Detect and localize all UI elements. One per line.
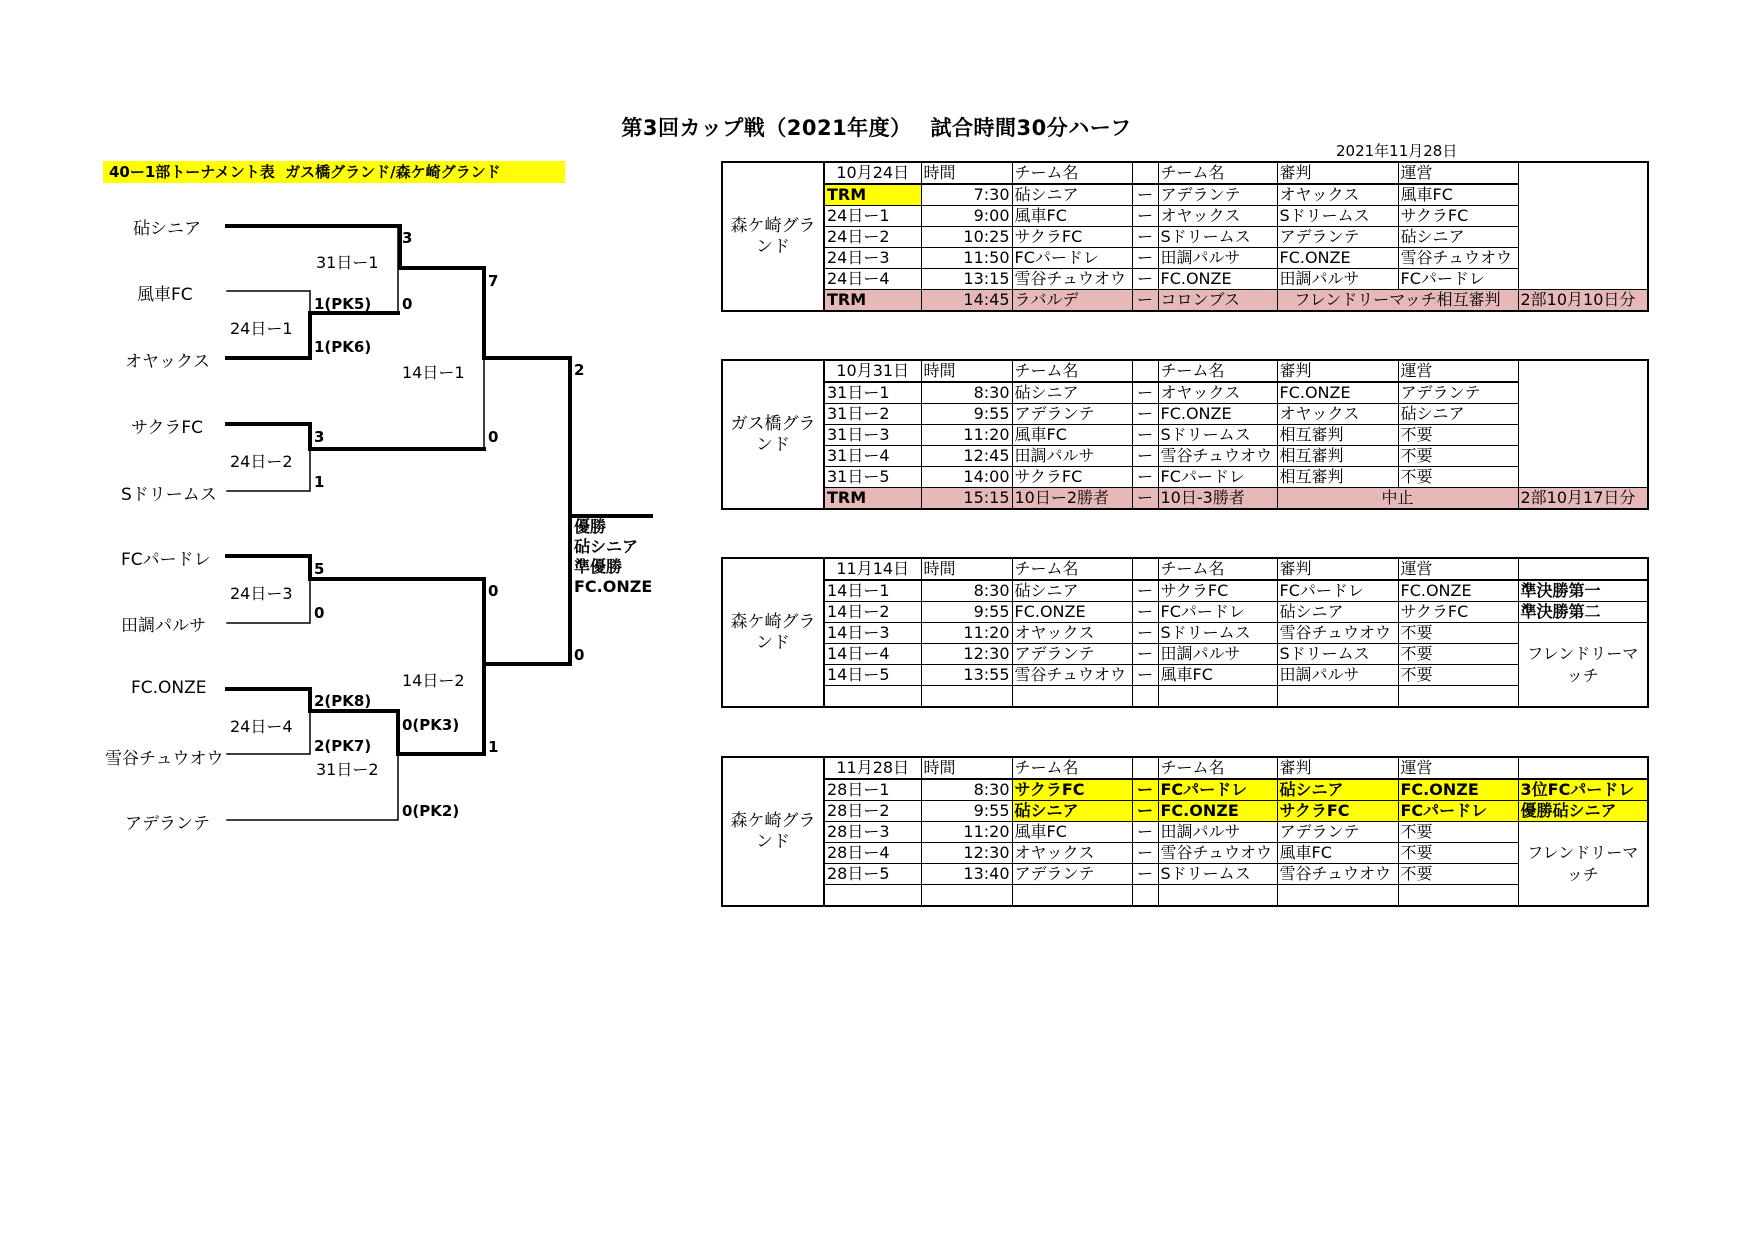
operator-cell: FCパードレ [1398, 269, 1518, 290]
time-cell: 14:45 [921, 290, 1012, 312]
match-id-cell: 14日ー4 [824, 644, 921, 665]
referee-cell: 相互審判 [1277, 446, 1398, 467]
referee-cell: オヤックス [1277, 404, 1398, 425]
team-cell: 風車FC [1012, 425, 1132, 446]
match-id-cell: 24日ー3 [824, 248, 921, 269]
match-label: 24日ー2 [230, 452, 293, 471]
score-label: 0 [488, 582, 499, 600]
score-label: 1(PK5) [314, 295, 372, 313]
match-id-cell: 28日ー3 [824, 822, 921, 843]
operator-cell: 不要 [1398, 644, 1518, 665]
header-cell: 時間 [921, 360, 1012, 382]
match-id-cell: 28日ー1 [824, 779, 921, 801]
header-cell: チーム名 [1012, 360, 1132, 382]
team-cell: オヤックス [1012, 843, 1132, 864]
referee-cell: Sドリームス [1277, 644, 1398, 665]
team-cell: Sドリームス [1158, 864, 1277, 885]
operator-cell: FC.ONZE [1398, 779, 1518, 801]
team-cell: FC.ONZE [1158, 801, 1277, 822]
schedule-table [721, 557, 1649, 708]
team-cell: アデランテ [1012, 404, 1132, 425]
match-id-cell: 28日ー5 [824, 864, 921, 885]
header-cell [1132, 162, 1158, 184]
dash-cell: ー [1132, 227, 1158, 248]
table-row [722, 248, 1648, 269]
time-cell: 8:30 [921, 779, 1012, 801]
runner-up-label: 準優勝 [574, 557, 623, 576]
team-label: サクラFC [131, 418, 203, 438]
match-label: 31日ー2 [316, 760, 379, 779]
schedule-table [721, 359, 1649, 510]
match-id-cell: TRM [824, 488, 921, 510]
table-row [722, 184, 1648, 206]
header-cell: 運営 [1398, 162, 1518, 184]
note-cell: 2部10月17日分 [1518, 488, 1648, 510]
score-label: 2(PK8) [314, 692, 372, 710]
team-label: 砧シニア [133, 219, 201, 239]
team-cell: サクラFC [1012, 467, 1132, 488]
score-label: 1 [488, 738, 499, 756]
team-cell: FC.ONZE [1158, 404, 1277, 425]
referee-cell: Sドリームス [1277, 206, 1398, 227]
table-row [722, 864, 1648, 885]
dash-cell: ー [1132, 801, 1158, 822]
team-cell: FCパードレ [1158, 779, 1277, 801]
team-cell: 砧シニア [1012, 184, 1132, 206]
referee-cell: 相互審判 [1277, 425, 1398, 446]
table-row [722, 425, 1648, 446]
score-label: 2(PK7) [314, 737, 372, 755]
match-label: 14日ー2 [402, 671, 465, 690]
match-id-cell: 31日ー2 [824, 404, 921, 425]
dash-cell: ー [1132, 644, 1158, 665]
dash-cell: ー [1132, 665, 1158, 686]
table-row [722, 644, 1648, 665]
date-label: 2021年11月28日 [1336, 142, 1458, 160]
match-id-cell: TRM [824, 290, 921, 312]
match-id-cell: 14日ー5 [824, 665, 921, 686]
header-cell: 運営 [1398, 558, 1518, 580]
table-row [722, 686, 1648, 708]
dash-cell: ー [1132, 290, 1158, 312]
referee-cell: アデランテ [1277, 227, 1398, 248]
table-row [722, 580, 1648, 602]
header-cell: チーム名 [1012, 162, 1132, 184]
operator-cell: 砧シニア [1398, 227, 1518, 248]
time-cell: 12:30 [921, 644, 1012, 665]
note-cell: 準決勝第二 [1518, 602, 1648, 623]
result-block [574, 517, 652, 597]
match-id-cell: 31日ー3 [824, 425, 921, 446]
score-label: 7 [488, 272, 499, 290]
referee-cell: 田調パルサ [1277, 269, 1398, 290]
operator-cell: FCパードレ [1398, 801, 1518, 822]
dash-cell: ー [1132, 404, 1158, 425]
score-label: 0 [574, 646, 585, 664]
team-label: 田調パルサ [121, 616, 206, 636]
header-cell [1132, 558, 1158, 580]
team-cell: サクラFC [1158, 580, 1277, 602]
table-row [722, 446, 1648, 467]
referee-cell: 中止 [1277, 488, 1518, 510]
team-cell: 砧シニア [1012, 580, 1132, 602]
team-cell: 10日-3勝者 [1158, 488, 1277, 510]
referee-cell: サクラFC [1277, 801, 1398, 822]
referee-cell: 雪谷チュウオウ [1277, 623, 1398, 644]
table-row [722, 290, 1648, 312]
referee-cell: FC.ONZE [1277, 382, 1398, 404]
table-row [722, 623, 1648, 644]
header-cell: 審判 [1277, 162, 1398, 184]
header-cell: 審判 [1277, 757, 1398, 779]
time-cell: 11:20 [921, 822, 1012, 843]
time-cell: 8:30 [921, 580, 1012, 602]
match-id-cell: 14日ー2 [824, 602, 921, 623]
table-row [722, 382, 1648, 404]
time-cell: 14:00 [921, 467, 1012, 488]
match-id-cell: 14日ー3 [824, 623, 921, 644]
score-label: 2 [574, 361, 585, 379]
team-cell: コロンブス [1158, 290, 1277, 312]
score-label: 1(PK6) [314, 338, 372, 356]
referee-cell: FC.ONZE [1277, 248, 1398, 269]
operator-cell: 不要 [1398, 623, 1518, 644]
time-cell: 15:15 [921, 488, 1012, 510]
header-cell: チーム名 [1158, 558, 1277, 580]
team-cell: 砧シニア [1012, 801, 1132, 822]
team-cell: 雪谷チュウオウ [1012, 269, 1132, 290]
score-label: 0(PK2) [402, 802, 460, 820]
table-row [722, 269, 1648, 290]
dash-cell: ー [1132, 206, 1158, 227]
time-cell: 13:40 [921, 864, 1012, 885]
team-cell: FCパードレ [1012, 248, 1132, 269]
friendly-match-cell: フレンドリーマッチ [1518, 822, 1648, 907]
team-cell: Sドリームス [1158, 425, 1277, 446]
operator-cell: サクラFC [1398, 206, 1518, 227]
match-label: 24日ー1 [230, 319, 293, 338]
dash-cell: ー [1132, 269, 1158, 290]
dash-cell: ー [1132, 623, 1158, 644]
operator-cell: 風車FC [1398, 184, 1518, 206]
table-row [722, 488, 1648, 510]
header-cell: チーム名 [1158, 360, 1277, 382]
team-cell: FC.ONZE [1012, 602, 1132, 623]
referee-cell: 砧シニア [1277, 602, 1398, 623]
dash-cell: ー [1132, 425, 1158, 446]
match-label: 24日ー3 [230, 584, 293, 603]
operator-cell: 不要 [1398, 864, 1518, 885]
page-title: 第3回カップ戦（2021年度） 試合時間30分ハーフ [621, 116, 1132, 140]
empty-cell [1518, 162, 1648, 184]
schedule-table [721, 161, 1649, 312]
score-label: 3 [314, 428, 325, 446]
header-cell [1518, 757, 1648, 779]
table-row [722, 467, 1648, 488]
schedule-table [721, 756, 1649, 907]
team-cell: 雪谷チュウオウ [1012, 665, 1132, 686]
header-cell: 審判 [1277, 558, 1398, 580]
dash-cell: ー [1132, 184, 1158, 206]
team-label: 雪谷チュウオウ [105, 749, 224, 769]
header-cell: 11月28日 [824, 757, 921, 779]
score-label: 0 [314, 604, 325, 622]
table-row [722, 822, 1648, 843]
header-cell: 運営 [1398, 757, 1518, 779]
referee-cell: オヤックス [1277, 184, 1398, 206]
team-label: FCパードレ [121, 550, 211, 570]
score-label: 3 [402, 229, 413, 247]
venue-cell: 森ケ崎グランド [722, 558, 824, 707]
dash-cell: ー [1132, 382, 1158, 404]
match-id-cell: 28日ー4 [824, 843, 921, 864]
match-label: 14日ー1 [402, 363, 465, 382]
team-label: Sドリームス [121, 485, 217, 505]
champion-label: 優勝 [574, 517, 607, 536]
time-cell: 9:55 [921, 404, 1012, 425]
time-cell: 8:30 [921, 382, 1012, 404]
match-id-cell: 24日ー4 [824, 269, 921, 290]
team-cell: サクラFC [1012, 227, 1132, 248]
table-row [722, 885, 1648, 907]
time-cell: 10:25 [921, 227, 1012, 248]
score-label: 0 [488, 428, 499, 446]
team-cell: FCパードレ [1158, 467, 1277, 488]
team-cell: 田調パルサ [1158, 248, 1277, 269]
team-cell: Sドリームス [1158, 227, 1277, 248]
venue-cell: 森ケ崎グランド [722, 162, 824, 311]
header-cell: チーム名 [1012, 757, 1132, 779]
team-cell: 田調パルサ [1158, 644, 1277, 665]
table-row [722, 206, 1648, 227]
dash-cell: ー [1132, 864, 1158, 885]
header-cell [1518, 558, 1648, 580]
table-row [722, 665, 1648, 686]
header-cell: 運営 [1398, 360, 1518, 382]
team-label: FC.ONZE [131, 678, 207, 698]
time-cell: 11:50 [921, 248, 1012, 269]
table-row [722, 404, 1648, 425]
dash-cell: ー [1132, 467, 1158, 488]
team-cell: 田調パルサ [1012, 446, 1132, 467]
table-row [722, 801, 1648, 822]
dash-cell: ー [1132, 843, 1158, 864]
operator-cell: FC.ONZE [1398, 580, 1518, 602]
dash-cell: ー [1132, 822, 1158, 843]
dash-cell: ー [1132, 488, 1158, 510]
match-id-cell: 31日ー4 [824, 446, 921, 467]
operator-cell: 不要 [1398, 467, 1518, 488]
note-cell: 優勝砧シニア [1518, 801, 1648, 822]
note-cell: 2部10月10日分 [1518, 290, 1648, 312]
bracket-line [227, 424, 484, 449]
team-cell: Sドリームス [1158, 623, 1277, 644]
match-id-cell: 31日ー5 [824, 467, 921, 488]
operator-cell: 不要 [1398, 665, 1518, 686]
venue-cell: 森ケ崎グランド [722, 757, 824, 906]
table-row [722, 227, 1648, 248]
match-id-cell: 24日ー1 [824, 206, 921, 227]
champion-team: 砧シニア [574, 537, 639, 556]
referee-cell: 相互審判 [1277, 467, 1398, 488]
dash-cell: ー [1132, 580, 1158, 602]
note-cell: 準決勝第一 [1518, 580, 1648, 602]
operator-cell: 砧シニア [1398, 404, 1518, 425]
team-cell: 風車FC [1012, 822, 1132, 843]
match-id-cell: 24日ー2 [824, 227, 921, 248]
match-id-cell: TRM [824, 184, 921, 206]
team-cell: ラバルデ [1012, 290, 1132, 312]
referee-cell: 砧シニア [1277, 779, 1398, 801]
dash-cell: ー [1132, 602, 1158, 623]
header-cell: 時間 [921, 162, 1012, 184]
operator-cell: 雪谷チュウオウ [1398, 248, 1518, 269]
team-cell: オヤックス [1158, 382, 1277, 404]
header-cell: 時間 [921, 757, 1012, 779]
team-cell: アデランテ [1158, 184, 1277, 206]
match-label: 31日ー1 [316, 253, 379, 272]
team-label: アデランテ [125, 814, 210, 834]
dash-cell: ー [1132, 446, 1158, 467]
time-cell: 9:55 [921, 602, 1012, 623]
team-cell: 10日ー2勝者 [1012, 488, 1132, 510]
bracket-title: 40ー1部トーナメント表 ガス橋グランド/森ケ崎グランド [103, 161, 565, 183]
friendly-match-cell: フレンドリーマッチ [1518, 623, 1648, 708]
team-cell: 雪谷チュウオウ [1158, 446, 1277, 467]
match-id-cell: 28日ー2 [824, 801, 921, 822]
team-cell: 砧シニア [1012, 382, 1132, 404]
venue-cell: ガス橋グランド [722, 360, 824, 509]
team-cell: FCパードレ [1158, 602, 1277, 623]
dash-cell: ー [1132, 779, 1158, 801]
team-cell: オヤックス [1158, 206, 1277, 227]
operator-cell: アデランテ [1398, 382, 1518, 404]
team-cell: 雪谷チュウオウ [1158, 843, 1277, 864]
team-label: オヤックス [125, 352, 210, 372]
header-cell [1132, 360, 1158, 382]
referee-cell: FCパードレ [1277, 580, 1398, 602]
operator-cell: 不要 [1398, 446, 1518, 467]
team-label: 風車FC [137, 285, 193, 305]
header-cell: チーム名 [1012, 558, 1132, 580]
referee-cell: 雪谷チュウオウ [1277, 864, 1398, 885]
table-row [722, 843, 1648, 864]
note-cell: 3位FCパードレ [1518, 779, 1648, 801]
operator-cell: 不要 [1398, 822, 1518, 843]
time-cell: 9:00 [921, 206, 1012, 227]
score-label: 0(PK3) [402, 716, 460, 734]
match-label: 24日ー4 [230, 717, 293, 736]
team-cell: 田調パルサ [1158, 822, 1277, 843]
time-cell: 11:20 [921, 623, 1012, 644]
team-cell: FC.ONZE [1158, 269, 1277, 290]
operator-cell: 不要 [1398, 843, 1518, 864]
score-label: 0 [402, 295, 413, 313]
header-cell: 10月31日 [824, 360, 921, 382]
team-cell: アデランテ [1012, 644, 1132, 665]
referee-cell: フレンドリーマッチ相互審判 [1277, 290, 1518, 312]
team-cell: 風車FC [1012, 206, 1132, 227]
team-cell: 風車FC [1158, 665, 1277, 686]
header-cell: チーム名 [1158, 757, 1277, 779]
header-cell: 10月24日 [824, 162, 921, 184]
team-cell: オヤックス [1012, 623, 1132, 644]
time-cell: 11:20 [921, 425, 1012, 446]
score-label: 5 [314, 560, 325, 578]
dash-cell: ー [1132, 248, 1158, 269]
time-cell: 13:15 [921, 269, 1012, 290]
time-cell: 7:30 [921, 184, 1012, 206]
time-cell: 9:55 [921, 801, 1012, 822]
match-id-cell: 14日ー1 [824, 580, 921, 602]
table-row [722, 779, 1648, 801]
referee-cell: アデランテ [1277, 822, 1398, 843]
operator-cell: 不要 [1398, 425, 1518, 446]
header-cell: 審判 [1277, 360, 1398, 382]
runner-up-team: FC.ONZE [574, 577, 653, 596]
time-cell: 13:55 [921, 665, 1012, 686]
operator-cell: サクラFC [1398, 602, 1518, 623]
team-cell: サクラFC [1012, 779, 1132, 801]
time-cell: 12:30 [921, 843, 1012, 864]
referee-cell: 田調パルサ [1277, 665, 1398, 686]
header-cell [1132, 757, 1158, 779]
team-cell: アデランテ [1012, 864, 1132, 885]
header-cell: チーム名 [1158, 162, 1277, 184]
table-row [722, 602, 1648, 623]
header-cell: 11月14日 [824, 558, 921, 580]
referee-cell: 風車FC [1277, 843, 1398, 864]
score-label: 1 [314, 473, 325, 491]
header-cell: 時間 [921, 558, 1012, 580]
match-id-cell: 31日ー1 [824, 382, 921, 404]
time-cell: 12:45 [921, 446, 1012, 467]
